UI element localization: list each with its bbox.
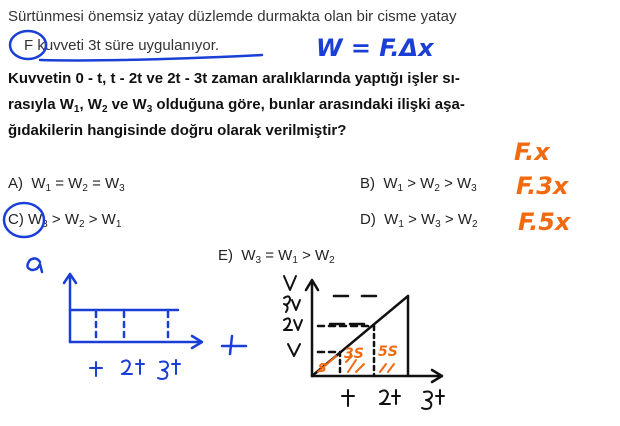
a-t-tick-t bbox=[90, 362, 102, 376]
circle-around-c bbox=[4, 203, 44, 237]
question-line-1: Sürtünmesi önemsiz yatay düzlemde durmakta olan bir cisme yatay bbox=[8, 8, 457, 25]
circle-around-f bbox=[10, 31, 46, 59]
a-axis-letter bbox=[27, 258, 42, 272]
v-tick-2v bbox=[284, 318, 302, 330]
a-t-tick-2t bbox=[122, 360, 144, 374]
option-c[interactable]: C) $W_3 > W_2 > W_1$ bbox=[8, 211, 122, 230]
v-t-tick-2t bbox=[380, 390, 400, 404]
question-bold-line-3: ğıdakilerin hangisinde doğru olarak verilmiştir? bbox=[8, 122, 347, 139]
work-1-annotation: F.x bbox=[514, 138, 550, 166]
v-t-tick-t bbox=[342, 390, 354, 406]
v-axis-letter bbox=[284, 276, 296, 290]
v-tick-3v bbox=[284, 296, 300, 312]
area-3-label: 5S bbox=[378, 344, 398, 360]
area-1-label: S bbox=[318, 361, 327, 375]
a-t-tick-3t bbox=[158, 360, 180, 379]
option-e[interactable]: E) $W_3 = W_1 > W_2$ bbox=[218, 247, 335, 266]
option-b[interactable]: B) $W_1 > W_2 > W_3$ bbox=[360, 175, 477, 194]
formula-annotation: W = F.Δx bbox=[316, 34, 434, 62]
v-tick-v bbox=[288, 344, 300, 356]
question-bold-line-2: rasıyla $W_1$, $W_2$ ve $W_3$ olduğuna göre, bunlar arasındaki ilişki aşa- bbox=[8, 96, 465, 115]
underline-stroke bbox=[40, 55, 262, 60]
v-t-tick-3t bbox=[422, 390, 444, 409]
question-line-2: F kuvveti 3t süre uygulanıyor. bbox=[24, 37, 220, 54]
work-3-annotation: F.5x bbox=[518, 208, 571, 236]
a-t-graph bbox=[64, 274, 202, 348]
option-d[interactable]: D) $W_1 > W_3 > W_2$ bbox=[360, 211, 478, 230]
area-2-label: 3S bbox=[344, 346, 364, 362]
t-axis-letter bbox=[222, 336, 246, 354]
work-2-annotation: F.3x bbox=[516, 172, 569, 200]
question-bold-line-1: Kuvvetin 0 - t, t - 2t ve 2t - 3t zaman aralıklarında yaptığı işler sı- bbox=[8, 70, 460, 87]
option-a[interactable]: A) $W_1 = W_2 = W_3$ bbox=[8, 175, 125, 194]
